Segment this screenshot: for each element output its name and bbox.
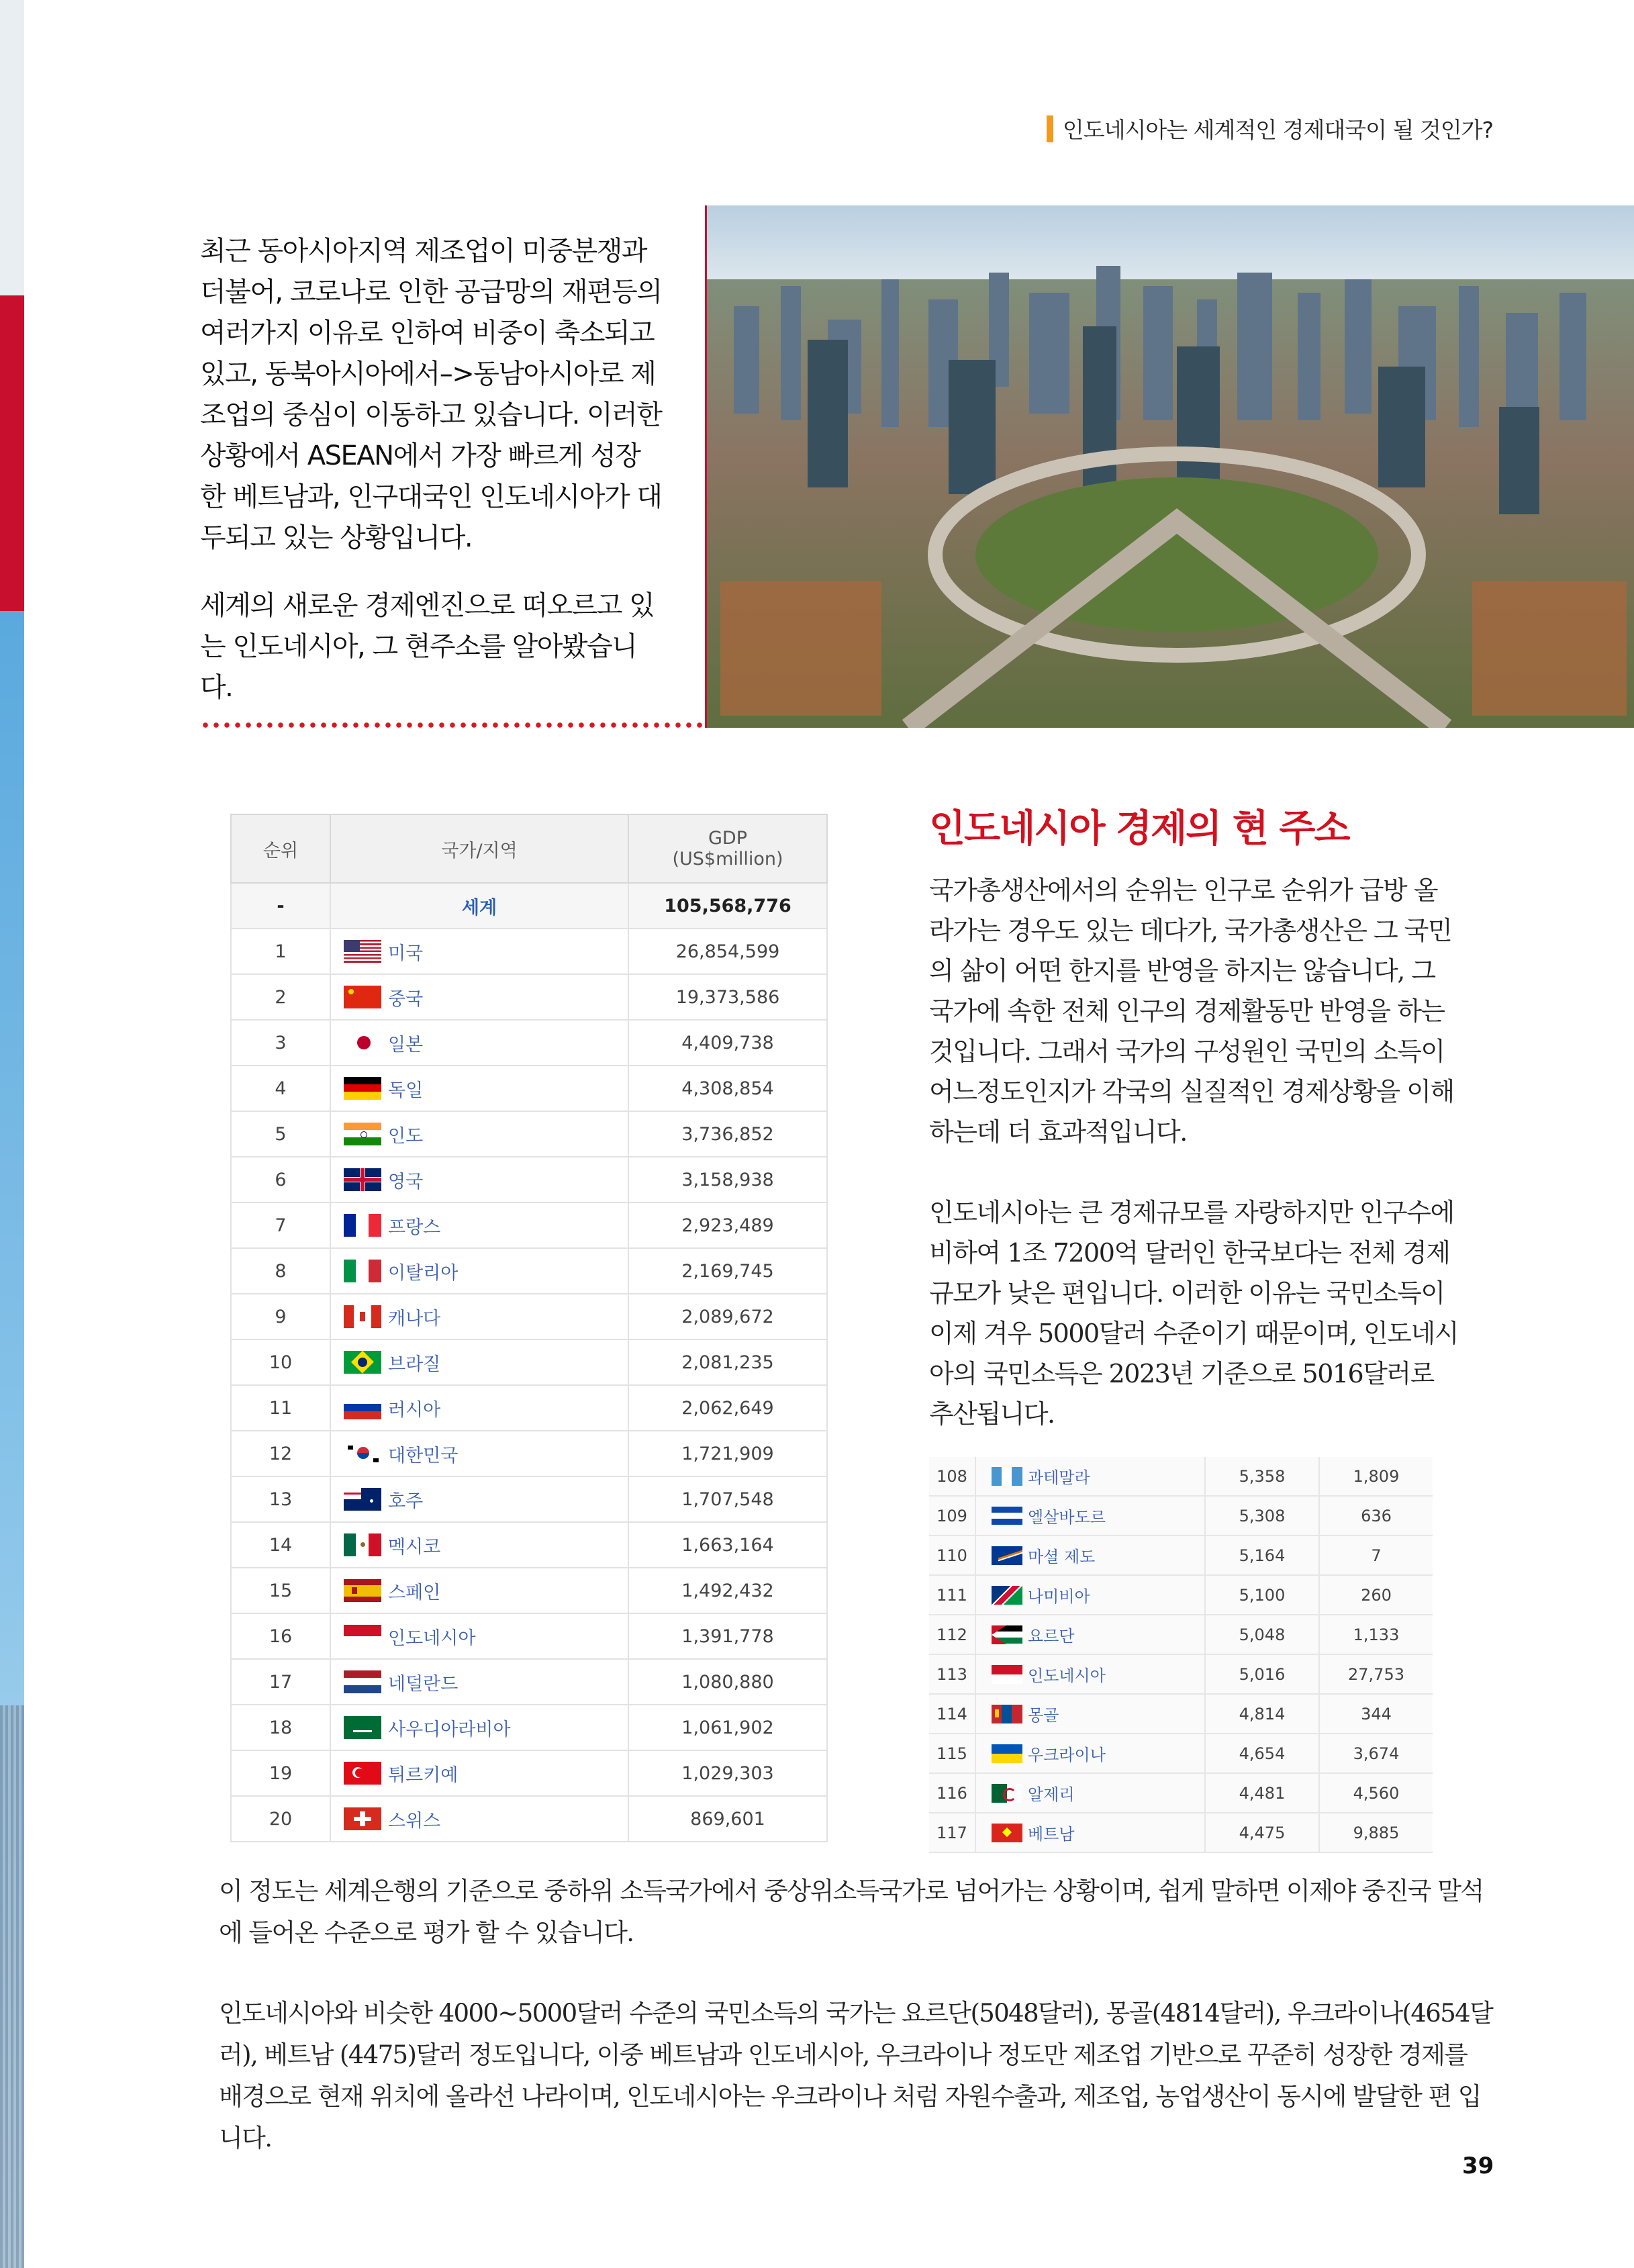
per-capita-cell: 5,016 [1205,1654,1319,1694]
rank-cell: 16 [231,1613,330,1659]
table-row [929,1654,1433,1694]
country-label [977,1583,1204,1607]
country-name: 마셜 제도 [1028,1548,1096,1566]
country-name: 요르단 [1028,1627,1075,1646]
rank-cell: 7 [231,1202,330,1248]
country-name: 알제리 [1028,1785,1075,1804]
nl-flag-icon [344,1670,381,1693]
rank-cell: 114 [929,1694,975,1734]
gdp-table-header [231,814,827,883]
total-value-cell: 3,674 [1319,1734,1433,1773]
gdp-cell: 1,492,432 [628,1568,827,1613]
header-rank: 순위 [231,814,330,883]
table-row [929,1575,1433,1615]
table-row [231,1111,827,1157]
country-label [332,1669,627,1695]
section-body [929,870,1459,1474]
table-row [231,1157,827,1202]
country-label [977,1821,1204,1844]
table-row [231,1613,827,1659]
country-label [332,1350,627,1376]
total-value-cell: 27,753 [1319,1654,1433,1694]
country-name: 네덜란드 [388,1673,459,1695]
country-cell [330,1294,628,1339]
rank-cell: 3 [231,1020,330,1066]
country-label [977,1544,1204,1567]
table-row [231,1385,827,1431]
gdp-cell: 1,391,778 [628,1613,827,1659]
country-cell [330,1157,628,1202]
country-label [332,1258,627,1284]
gdp-cell: 3,736,852 [628,1111,827,1157]
table-row [231,1568,827,1613]
country-name: 엘살바도르 [1028,1508,1106,1527]
gdp-ranking-table [230,814,828,1842]
ca-flag-icon [344,1305,381,1328]
dz-flag-icon [992,1784,1022,1803]
na-flag-icon [992,1586,1022,1605]
gdp-cell: 2,923,489 [628,1202,827,1248]
total-value-cell: 4,560 [1319,1773,1433,1813]
rank-cell: 112 [929,1615,975,1654]
rank-cell: 8 [231,1248,330,1294]
rank-cell: 19 [231,1750,330,1796]
table-row [231,1248,827,1294]
intro-paragraph-2: 세계의 새로운 경제엔진으로 떠오르고 있는 인도네시아, 그 현주소를 알아봤습니다. [200,590,655,703]
country-label [977,1742,1204,1765]
rank-cell: 13 [231,1476,330,1522]
ua-flag-icon [992,1744,1022,1763]
section-paragraph-1: 국가총생산에서의 순위는 인구로 순위가 급방 올라가는 경우도 있는 데다가, 국가총생산은 그 국민의 삶이 어떤 한지를 반영을 하지는 않습니다, 그 국가에 속한 전체 인구의 경제활동만 반영을 하는 것입니다. 그래서 국가의 구성원인 국민의 소득이 어느정도인지가 각국의 실질적인 경제상황을 이해하는데 더 효과적입니다. [929,876,1454,1147]
table-row [231,1659,827,1705]
intro-paragraph-1: 최근 동아시아지역 제조업이 미중분쟁과 더불어, 코로나로 인한 공급망의 재편등의 여러가지 이유로 인하여 비중이 축소되고 있고, 동북아시아에서–>동남아시아로 제조업의 중심이 이동하고 있습니다. 이러한 상황에서 ASEAN에서 가장 빠르게 성장한 베트남과, 인구대국인 인도네시아가 대두되고 있는 상황입니다. [200,236,662,553]
jp-flag-icon [344,1031,381,1054]
table-row [929,1694,1433,1734]
table-row [231,1750,827,1796]
country-name: 베트남 [1028,1825,1075,1844]
rank-cell: 17 [231,1659,330,1705]
conclusion-text [219,1871,1494,2198]
running-header [1047,113,1493,144]
world-rank: - [231,883,330,929]
country-label [977,1464,1204,1488]
tr-flag-icon [344,1762,381,1785]
country-cell [330,1705,628,1750]
table-row [929,1773,1433,1813]
world-name: 세계 [330,883,628,929]
per-capita-cell: 5,048 [1205,1615,1319,1654]
country-cell [975,1457,1205,1496]
gdp-cell: 2,062,649 [628,1385,827,1431]
ch-flag-icon [344,1807,381,1830]
country-cell [975,1694,1205,1734]
country-name: 우크라이나 [1028,1746,1106,1764]
country-cell [975,1575,1205,1615]
id-flag-icon [344,1625,381,1648]
country-cell [330,1066,628,1111]
country-cell [975,1734,1205,1773]
table-row [231,1796,827,1842]
section-paragraph-2: 인도네시아는 큰 경제규모를 자랑하지만 인구수에 비하여 1조 7200억 달러인 한국보다는 전체 경제 규모가 낮은 편입니다. 이러한 이유는 국민소득이 이제 겨우 5000달러 수준이기 때문이며, 인도네시아의 국민소득은 2023년 기준으로 5016달러로 추산됩니다. [929,1198,1458,1429]
section-title: 인도네시아 경제의 현 주소 [929,807,1349,851]
country-cell [975,1773,1205,1813]
country-label [332,1213,627,1239]
rank-cell: 20 [231,1796,330,1842]
header-gdp-line2: (US$million) [672,849,783,869]
table-row [231,1294,827,1339]
country-name: 이탈리아 [388,1262,459,1284]
country-label [977,1662,1204,1686]
per-capita-cell: 4,814 [1205,1694,1319,1734]
table-row [231,1522,827,1568]
country-label [332,1715,627,1741]
country-cell [330,1111,628,1157]
per-capita-cell: 5,308 [1205,1496,1319,1535]
country-name: 대한민국 [388,1445,459,1466]
country-label [332,1486,627,1513]
jo-flag-icon [992,1625,1022,1644]
header-country: 국가/지역 [330,814,628,883]
country-label [332,1167,627,1193]
gdp-cell: 869,601 [628,1796,827,1842]
country-cell [330,974,628,1020]
rank-cell: 10 [231,1339,330,1385]
page-number: 39 [1462,2153,1494,2179]
gdp-cell: 4,308,854 [628,1066,827,1111]
world-gdp: 105,568,776 [628,883,827,929]
country-name: 호주 [388,1491,424,1512]
country-label [332,1076,627,1102]
mn-flag-icon [992,1705,1022,1723]
country-cell [330,1020,628,1066]
gdp-cell: 1,029,303 [628,1750,827,1796]
rank-cell: 110 [929,1535,975,1575]
gdp-cell: 2,089,672 [628,1294,827,1339]
country-label [332,1532,627,1558]
table-row [929,1535,1433,1575]
total-value-cell: 260 [1319,1575,1433,1615]
country-name: 스위스 [388,1810,441,1832]
country-label [977,1702,1204,1726]
country-name: 프랑스 [388,1217,441,1238]
kr-flag-icon [344,1442,381,1465]
country-cell [330,1659,628,1705]
es-flag-icon [344,1579,381,1602]
country-name: 나미비아 [1028,1587,1090,1606]
table-row [231,1339,827,1385]
cn-flag-icon [344,986,381,1008]
header-gdp-line1: GDP [708,828,747,849]
country-cell [330,1568,628,1613]
side-red-band [0,295,24,611]
rank-cell: 5 [231,1111,330,1157]
rank-cell: 6 [231,1157,330,1202]
country-label [332,1760,627,1787]
country-cell [330,1476,628,1522]
country-label [977,1781,1204,1805]
rank-cell: 9 [231,1294,330,1339]
per-capita-cell: 5,100 [1205,1575,1319,1615]
country-name: 영국 [388,1171,424,1192]
header-gdp [628,814,827,883]
table-row [929,1734,1433,1773]
total-value-cell: 344 [1319,1694,1433,1734]
country-name: 과테말라 [1028,1468,1090,1487]
side-decoration [0,0,24,2268]
income-ranking-table [929,1457,1433,1853]
in-flag-icon [344,1123,381,1145]
country-label [332,1578,627,1604]
table-row [231,1202,827,1248]
country-label [332,1030,627,1056]
country-label [332,984,627,1010]
country-cell [975,1615,1205,1654]
country-cell [330,1431,628,1476]
mh-flag-icon [992,1546,1022,1565]
country-cell [975,1813,1205,1852]
header-title: 인도네시아는 세계적인 경제대국이 될 것인가? [1062,117,1493,143]
id-flag-icon [992,1665,1022,1684]
total-value-cell: 636 [1319,1496,1433,1535]
per-capita-cell: 5,358 [1205,1457,1319,1496]
rank-cell: 15 [231,1568,330,1613]
table-row [929,1813,1433,1852]
country-cell [330,1522,628,1568]
total-value-cell: 1,809 [1319,1457,1433,1496]
header-accent-bar [1047,115,1053,142]
gdp-cell: 2,169,745 [628,1248,827,1294]
rank-cell: 111 [929,1575,975,1615]
intro-text [200,231,663,735]
per-capita-cell: 4,654 [1205,1734,1319,1773]
country-name: 인도네시아 [1028,1666,1106,1685]
total-value-cell: 9,885 [1319,1813,1433,1852]
country-name: 몽골 [1028,1706,1059,1725]
side-city-image [0,1705,24,2268]
country-cell [975,1535,1205,1575]
country-cell [330,1385,628,1431]
br-flag-icon [344,1351,381,1374]
country-label [332,1395,627,1421]
country-name: 미국 [388,943,424,964]
country-name: 인도네시아 [388,1627,476,1649]
country-label [332,1304,627,1330]
sv-flag-icon [992,1507,1022,1525]
table-row [929,1496,1433,1535]
gdp-cell: 19,373,586 [628,974,827,1020]
gdp-cell: 1,707,548 [628,1476,827,1522]
rank-cell: 14 [231,1522,330,1568]
table-row [231,1431,827,1476]
conclusion-paragraph-1: 이 정도는 세계은행의 기준으로 중하위 소득국가에서 중상위소득국가로 넘어가는 상황이며, 쉽게 말하면 이제야 중진국 말석에 들어온 수준으로 평가 할 수 있습니다. [219,1877,1484,1947]
country-label [332,1441,627,1467]
country-label [332,939,627,965]
country-cell [975,1496,1205,1535]
gdp-cell: 1,080,880 [628,1659,827,1705]
gb-flag-icon [344,1168,381,1191]
country-name: 러시아 [388,1399,441,1421]
table-row [929,1615,1433,1654]
table-row [231,1020,827,1066]
table-row [929,1457,1433,1496]
table-row [231,974,827,1020]
country-cell [330,1796,628,1842]
rank-cell: 109 [929,1496,975,1535]
per-capita-cell: 4,481 [1205,1773,1319,1813]
gdp-cell: 1,061,902 [628,1705,827,1750]
sa-flag-icon [344,1716,381,1739]
au-flag-icon [344,1488,381,1511]
country-name: 사우디아라비아 [388,1719,511,1740]
country-cell [330,1248,628,1294]
country-name: 브라질 [388,1354,441,1375]
country-label [977,1623,1204,1646]
rank-cell: 108 [929,1457,975,1496]
it-flag-icon [344,1260,381,1282]
per-capita-cell: 5,164 [1205,1535,1319,1575]
country-cell [330,1750,628,1796]
gdp-cell: 26,854,599 [628,929,827,974]
gdp-cell: 1,721,909 [628,1431,827,1476]
rank-cell: 2 [231,974,330,1020]
rank-cell: 4 [231,1066,330,1111]
country-cell [330,1339,628,1385]
country-name: 일본 [388,1034,424,1055]
table-row [231,1476,827,1522]
rank-cell: 113 [929,1654,975,1694]
gdp-cell: 1,663,164 [628,1522,827,1568]
de-flag-icon [344,1077,381,1100]
per-capita-cell: 4,475 [1205,1813,1319,1852]
conclusion-paragraph-2: 인도네시아와 비슷한 4000~5000달러 수준의 국민소득의 국가는 요르단(5048달러), 몽골(4814달러), 우크라이나(4654달러), 베트남 (4475)달러 정도입니다, 이중 베트남과 인도네시아, 우크라이나 정도만 제조업 기반으로 꾸준히 성장한 경제를 배경으로 현재 위치에 올라선 나라이며, 인도네시아는 우크라이나 처럼 자원수출과, 제조업, 농업생산이 동시에 발달한 편 입니다. [219,1999,1493,2153]
total-value-cell: 1,133 [1319,1615,1433,1654]
country-name: 튀르키예 [388,1764,459,1786]
country-name: 캐나다 [388,1308,441,1329]
country-name: 스페인 [388,1582,441,1603]
rank-cell: 116 [929,1773,975,1813]
vn-flag-icon [992,1824,1022,1842]
gdp-cell: 4,409,738 [628,1020,827,1066]
table-row-world [231,883,827,929]
table-row [231,1705,827,1750]
jakarta-aerial-photo [705,205,1634,728]
ru-flag-icon [344,1397,381,1419]
country-name: 독일 [388,1080,424,1101]
country-name: 멕시코 [388,1536,441,1558]
country-name: 중국 [388,988,424,1010]
country-cell [330,929,628,974]
country-cell [330,1202,628,1248]
gdp-cell: 3,158,938 [628,1157,827,1202]
fr-flag-icon [344,1214,381,1237]
country-cell [975,1654,1205,1694]
rank-cell: 12 [231,1431,330,1476]
total-value-cell: 7 [1319,1535,1433,1575]
rank-cell: 1 [231,929,330,974]
rank-cell: 18 [231,1705,330,1750]
table-row [231,1066,827,1111]
country-label [977,1504,1204,1527]
gt-flag-icon [992,1467,1022,1486]
mx-flag-icon [344,1533,381,1556]
rank-cell: 11 [231,1385,330,1431]
country-cell [330,1613,628,1659]
rank-cell: 115 [929,1734,975,1773]
rank-cell: 117 [929,1813,975,1852]
us-flag-icon [344,940,381,963]
country-label [332,1623,627,1650]
country-name: 인도 [388,1125,424,1147]
dotted-divider [200,721,705,729]
country-label [332,1806,627,1832]
table-row [231,929,827,974]
country-label [332,1121,627,1147]
gdp-cell: 2,081,235 [628,1339,827,1385]
